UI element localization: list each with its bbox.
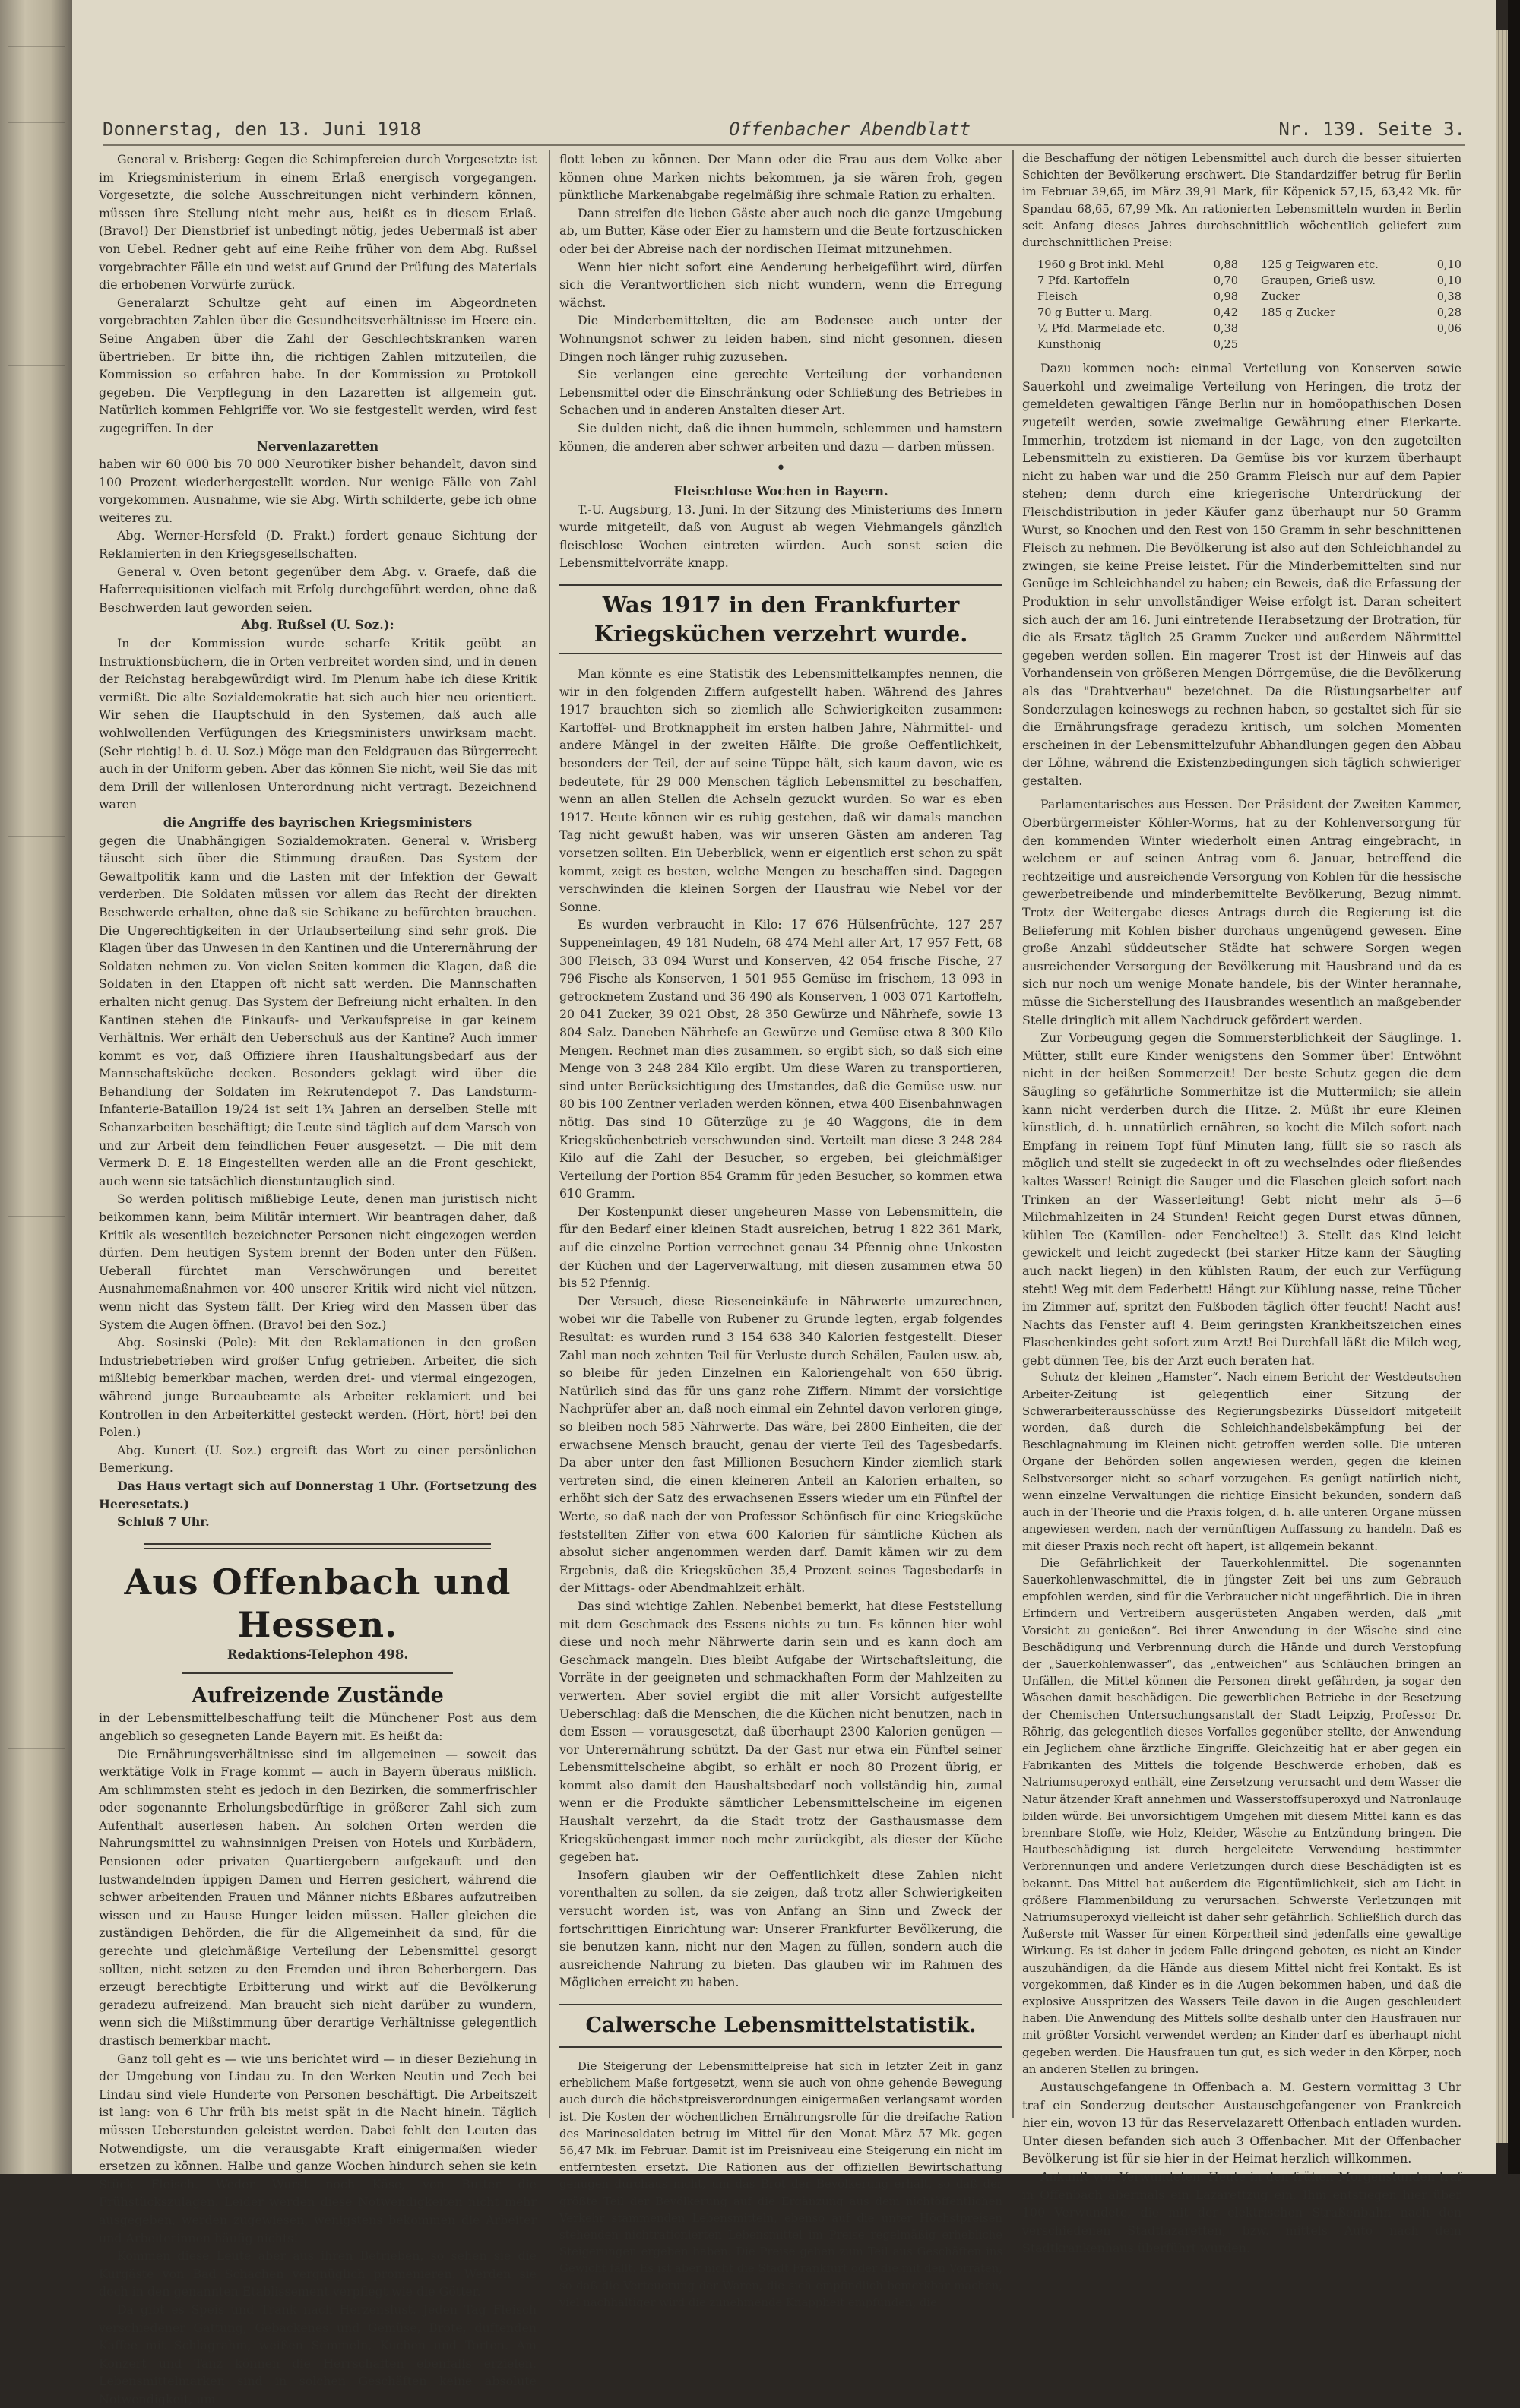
paragraph: Parlamentarisches aus Hessen. Der Präsident der Zweiten Kammer, Oberbürgermeister Köhler-Worms, hat zu der Kohlenversorgung für den kommenden Winter wiederholt einen Antrag eingebracht, in welchem er auf seinen Antrag vom 6. Januar, betreffend die rechtzeitige und ausreichende Versorgung von Kohlen für die hessische gewerbetreibende und minderbemittelte Bevölkerung, Bezug nimmt. Trotz der Weitergabe dieses Antrags durch die Regierung ist die Belieferung mit Kohlen bisher durchaus ungenügend gewesen. Eine große Anzahl süddeutscher Städte hat schwere Sorgen wegen ausreichender Versorgung der Bevölkerung mit Hausbrand und da es sich nur noch um wenige Monate handele, bis der Winter herannahe, müsse die Sicherstellung des Hausbrandes wesentlich an maßgebender Stelle dringlich mit allem Nachdruck gefördert werden. [1022, 797, 1461, 1027]
paragraph: Da gibt es Speis und Trank nach Herzenslust. Jeden Tag Fleisch verschiedener Gattung, Gebackenes und Gemüse, Brote, duftenden Kaffee mit Schlagrahm, weißen Semmeln, Kuchen und Torten. Am Konzert und Tanz können die Herrschaften ebenfalls erzielen. Lebensmittelmarken sind in solchen Geschäften keine absolute Notwendigkeit, um [99, 2302, 537, 2406]
table-row: 70 g Butter u. Marg. 0,42 [1037, 307, 1238, 320]
paragraph: gegen die Unabhängigen Sozialdemokraten. General v. Wrisberg täuscht sich über die Stimmung draußen. Das System der Gewaltpolitik kann und die Lasten mit der Infektion der Gewalt verderben. Die Soldaten müssen vor allem das Recht der direkten Beschwerde erhalten, ohne daß sie Schikane zu befürchten brauchen. Die Ungerechtigkeiten in der Urlaubserteilung sind sehr groß. Die Klagen über das Unwesen in den Kantinen und die Unterernährung der Soldaten nehmen zu. Von vielen Seiten kommen die Klagen, daß die Soldaten in den Etappen oft nicht satt werden. Die Mannschaften erhalten nicht genug. Das System der Befreiung nicht erhalten. In den Kantinen stehen die Einkaufs- und Verkaufspreise in gar keinem Verhältnis. Wer erhält den Ueberschuß aus der Kantine? Auch immer kommt es vor, daß Offiziere ihren Haushaltungsbedarf aus der Mannschaftsküche decken. Besonders geklagt wird über die Behandlung der Soldaten im Rekrutendepot 7. Das Landsturm-Infanterie-Bataillon 19/24 ist seit 1¾ Jahren an derselben Stelle mit Schanzarbeiten beschäftigt; die Leute sind täglich auf dem Marsch von und zur Arbeit dem feindlichen Feuer ausgesetzt. — Die mit dem Vermerk D. E. 18 Eingestellten werden alle an die Front geschickt, auch wenn sie tatsächlich dienstuntauglich sind. [99, 833, 537, 1188]
paragraph: Abg. Werner-Hersfeld (D. Frakt.) fordert genaue Sichtung der Reklamierten in den Kriegsgesellschaften. [99, 528, 537, 562]
paragraph: Das sind wichtige Zahlen. Nebenbei bemerkt, hat diese Feststellung mit dem Geschmack des Essens nichts zu tun. Es können hier wohl diese und noch mehr Nährwerte darin sein und es kann doch am Geschmack mangeln. Dies bleibt Aufgabe der Wirtschaftsleitung, die Vorräte in der geeigneten und schmackhaften Form der Mahlzeiten zu verwerten. Aber soviel ergibt die mit aller Vorsicht aufgestellte Ueberschlag: daß die Menschen, die die Küchen nicht benutzen, nach in dem Essen — vorausgesetzt, daß überhaupt 2300 Kalorien genügen — vor Unterernährung schützt. Da der Gast nur etwa ein Fünftel seiner Lebensmittelscheine abgibt, so erhält er noch 80 Prozent übrig, er kommt also damit den Haushaltsbedarf noch vollständig hin, zumal wenn er die Produkte sämtlicher Lebensmittelscheine im eigenen Haushalt verzehrt, da die Stadt trotz der Gasthausmasse dem Kriegsküchengast immer noch mehr zurückgibt, als dieser der Küche gegeben hat. [559, 1598, 1002, 1865]
scan-border [1508, 0, 1520, 2174]
paragraph: die Beschaffung der nötigen Lebensmittel auch durch die besser situierten Schichten der Bevölkerung erschwert. Die Standardziffer betrug für Berlin im Februar 39,65, im März 39,91 Mark, für Köpenick 57,15, 63,42 Mk. für Spandau 68,65, 67,99 Mk. An rationierten Lebensmitteln wurden in Berlin seit Anfang dieses Jahres durchschnittlich wöchentlich geliefert zum durchschnittlichen Preise: [1022, 152, 1461, 250]
paragraph: In der Kommission wurde scharfe Kritik geübt an Instruktionsbüchern, die in Orten verbreitet worden sind, und in denen der Reichstag herabgewürdigt wird. Im Plenum habe ich diese Kritik vermißt. Die alte Sozialdemokratie hat sich auch hier neu orientiert. Wir sehen die Hauptschuld in den Systemen, daß auch alle wohlwollenden Verfügungen des Kriegsministers unwirksam macht. (Sehr richtig! b. d. U. Soz.) Möge man den Feldgrauen das Bürgerrecht auch in der Uniform geben. Aber das können Sie nicht, weil Sie das mit dem Drill der willenlosen Unterordnung nicht vertragt. Bezeichnend waren [99, 636, 537, 812]
table-row: Zucker 0,38 [1261, 291, 1461, 304]
paragraph: Wenn hier nicht sofort eine Aenderung herbeigeführt wird, dürfen sich die Verantwortlichen sich nicht wundern, wenn die Erregung wächst. [559, 259, 1002, 310]
table-row: 125 g Teigwaren etc. 0,10 [1261, 259, 1461, 272]
paragraph: Die Minderbemittelten, die am Bodensee auch unter der Wohnungsnot schwer zu leiden haben, sind nicht gesonnen, diesen Dingen noch länger ruhig zuzusehen. [559, 313, 1002, 364]
section-title: Aus Offenbach und Hessen. [124, 1561, 511, 1645]
page-header [103, 114, 1465, 146]
paragraph: flott leben zu können. Der Mann oder die Frau aus dem Volke aber können ohne Marken nichts bekommen, ja sie wären froh, gegen pünktliche Markenabgabe regelmäßig ihre schmale Ration zu erhalten. [559, 152, 1002, 203]
paragraph: Generalarzt Schultze geht auf einen im Abgeordneten vorgebrachten Zahlen über die Gesundheitsverhältnisse im Heere ein. Seine Angaben über die Zahl der Geschlechtskranken waren übertrieben. Er bitte ihn, die richtigen Zahlen mitzuteilen, die Kommission so erfahren habe. In der Kommission zu Protokoll gegeben. Die Verpflegung in den Lazaretten ist allgemein gut. Natürlich kommen Fehlgriffe vor. Wo sie festgestellt werden, wird fest zugegriffen. In der [99, 295, 537, 435]
paragraph: General v. Brisberg: Gegen die Schimpfereien durch Vorgesetzte ist im Kriegsministerium in einem Erlaß energisch vorgegangen. Vorgesetzte, die solche Ausschreitungen nicht verhindern können, müssen ihre Stellung nicht mehr aus, heißt es in diesem Erlaß. (Bravo!) Der Dienstbrief ist unbedingt nötig, jedes Uebermaß ist aber von Uebel. Redner geht auf eine Reihe früher von dem Abg. Rußsel vorgebrachter Fälle ein und weist auf Grund der Prüfung des Materials die erhobenen Vorwürfe zurück. [99, 152, 537, 293]
paragraph: haben wir 60 000 bis 70 000 Neurotiker bisher behandelt, davon sind 100 Prozent wiederhergestellt worden. Nur wenige Fälle von Zahl vorgekommen. Ausnahme, wie sie Abg. Wirth schilderte, gebe ich ohne weiteres zu. [99, 457, 537, 525]
table-row: 1960 g Brot inkl. Mehl 0,88 [1037, 259, 1238, 272]
bullet-separator: • [776, 459, 786, 479]
column-2 [559, 150, 1002, 2309]
paragraph: Die Steigerung der Lebensmittelpreise hat sich in letzter Zeit in ganz erheblichem Maße fortgesetzt, wenn sie auch von ohne gehende Bewegung auch durch die höchstpreisverordnungen einigermaßen verlangsamt worden ist. Die Kosten der wöchentlichen Ernährungsrolle für die dreifache Ration des Marinesoldaten betrug im Mittel für den Monat März 57 Mk. gegen 56,47 Mk. im Februar. Damit ist im Preisniveau eine Steigerung ein nicht im entferntesten ersetzt. Die Rationen aus der offiziellen Bewirtschaftung genügen durchaus nicht, um das Brot der Bevölkerung erhält, so daß der größte Teil der Bevölkerung auf die Ergänzung aus dem nichtöffentlichen Verkehr stammenden Lebensmitteln, ebenso auf die unter Höchstpreisen stehenden nichtrationierten Lebensmittel im Preise regelmäßig erhebliche Steigerungen ergeben haben. Die Preise gehen zum Teil aus Geschäften ins Gewicht fällt. Es ist aber nicht die Stadt Frankfurt oder die mit den Vorräten, so daß die Verteuerung der Waren, die sich empfindlich bemerkbar machen, viel nachhaltiger wird die zunehmende Knappheit empfunden, die [559, 2060, 1002, 2309]
paragraph: Sie verlangen eine gerechte Verteilung der vorhandenen Lebensmittel oder die Einschränkung oder Schließung des Betriebes in Schachen und in anderen Anstalten dieser Art. [559, 367, 1002, 418]
column-rule [549, 150, 550, 2118]
header-masthead: Offenbacher Abendblatt [729, 119, 971, 140]
header-page-number: Nr. 139. Seite 3. [1278, 119, 1465, 140]
paragraph: Die Ernährungsverhältnisse sind im allgemeinen — soweit das werktätige Volk in Frage kommt — auch in Bayern überaus mißlich. Am schlimmsten steht es jedoch in den Bezirken, die sommerfrischler oder sogenannte Erholungsbedürftige in größerer Zahl sich zum Aufenthalt auserlesen haben. An solchen Orten werden die Nahrungsmittel zu wahnsinnigen Preisen von Hotels und Kurbädern, Pensionen oder privaten Quartiergebern aufgekauft und den lustwandelnden üppigen Damen und Herren gesichert, während die schwer arbeitenden Frauen und Männer nichts Eßbares aufzutreiben wissen und zu Hause Hunger leiden müssen. Haller gleichen die zuständigen Behörden, die für die Allgemeinheit da sind, für die gerechte und gleichmäßige Verteilung der Lebensmittel gesorgt sollten, nicht setzen zu den Fremden und ihren Beherbergern. Das erzeugt berechtigte Erbitterung und wirkt auf die Bevölkerung geradezu aufreizend. Man braucht sich nicht darüber zu wundern, wenn sich die Mißstimmung über derartige Verhältnisse gelegentlich drastisch bemerkbar macht. [99, 1746, 537, 2048]
header-date: Donnerstag, den 13. Juni 1918 [103, 119, 422, 140]
subheading: Nervenlazaretten [256, 438, 379, 454]
column-rule [1012, 150, 1014, 2118]
paragraph: Zur Vorbeugung gegen die Sommersterblichkeit der Säuglinge. 1. Mütter, stillt eure Kinder wenigstens den Sommer über! Entwöhnt nicht in der heißen Sommerzeit! Der beste Schutz gegen die dem Säugling so gefährliche Sommerhitze ist die Muttermilch; sie allein kann nicht verderben durch die Hitze. 2. Müßt ihr eure Kleinen künstlich, d. h. unnatürlich ernähren, so kocht die Milch sofort nach Empfang in reinem Topf fünf Minuten lang, füllt sie so rasch als möglich und stellt sie zugedeckt in oft zu wechselndes oder fließendes kaltes Wasser! Reinigt die Sauger und die Flaschen gleich sofort nach Trinken an der Wasserleitung! Gebt nicht mehr als 5—6 Milchmahlzeiten in 24 Stunden! Reicht gegen Durst etwas dünnen, kühlen Tee (Kamillen- oder Fencheltee!) 3. Stellt das Kind leicht gewickelt und leicht zugedeckt (bei starker Hitze kann der Säugling auch nackt liegen) in den kühlsten Raum, der euch zur Verfügung steht! Weg mit dem Federbett! Hängt zur Kühlung nasse, reine Tücher im Zimmer auf, spritzt den Fußboden täglich öfter feucht! Nacht aus! Nachts das Fenster auf! 4. Beim geringsten Krankheitszeichen eines Flaschenkindes geht sofort zum Arzt! Bei Durchfall läßt die Milch weg, gebt dünnen Tee, bis der Arzt euch beraten hat. [1022, 1030, 1461, 1368]
paragraph: Dazu kommen noch: einmal Verteilung von Konserven sowie Sauerkohl und zweimalige Verteilung von Heringen, die trotz der gemeldeten gewaltigen Fänge Berlin nur in homöopathischen Dosen zugeteilt werden, sowie zweimalige Gewährung einer Eierkarte. Immerhin, trotzdem ist niemand in der Lage, von den zugeteilten Lebensmitteln zu existieren. Da Gemüse bis vor kurzem überhaupt nicht zu haben war und die 250 Gramm Fleisch nur auf dem Papier stehen; denn durch eine kriegerische Unterdrückung der Fleischdistribution in jeder Käufer ganz überhaupt nur 50 Gramm Wurst, so Knochen und den Rest von 150 Gramm in sehr beschnittenen Fleisch zu nehmen. Die Bevölkerung ist also auf den Schleichhandel zu zwingen, sie keine Preise leistet. Für die Minderbemittelten sind nur Genüge im Schleichhandel zu haben; ein Beweis, daß die Erfassung der Produktion in sehr unvollständiger Weise erfolgt ist. Daran scheitert sich auch der am 16. Juni eintretende Herabsetzung der Brotration, für die als Ersatz täglich 25 Gramm Zucker und außerdem Nährmittel gegeben werden sollen. Ein magerer Trost ist der Hinweis auf das Vorhandensein von größeren Mengen Dörrgemüse, die die Bevölkerung als das "Drahtverhau" bezeichnet. Da die Rüstungsarbeiter auf Sonderzulagen keineswegs zu rechnen haben, so gestaltet sich für sie die Ernährungsfrage geradezu kritisch, um solchen Momenten erscheinen in der Lebensmittelzufuhr Abhandlungen gegen den Abbau der Löhne, während die Existenzbedingungen sich täglich schwieriger gestalten. [1022, 361, 1461, 788]
paragraph: Ganz toll geht es — wie uns berichtet wird — in dieser Beziehung in der Umgebung von Lindau zu. In den Werken Neutin und Zech bei Lindau sind viele Hunderte von Personen beschäftigt. Die Arbeitszeit ist lang: von 6 Uhr früh bis meist spät in die Nacht hinein. Täglich müssen Ueberstunden geleistet werden. Dabei fehlt den Leuten das Notwendigste, um die verausgabte Kraft einigermaßen wieder ersetzen zu können. Halbe und ganze Wochen hindurch sehen sie kein Stück Fleisch. Weder Wurst noch Käse, von Butter die Frühstückszulagen. Leider werden diese Notwendigkeiten nicht mehr ausgegeben, werden zugewiesen, wenigstens bekommen die Arbeiter und Arbeiterinnen häufig nichts! [99, 2051, 537, 2245]
paragraph: Es wurden verbraucht in Kilo: 17 676 Hülsenfrüchte, 127 257 Suppeneinlagen, 49 181 Nudeln, 68 474 Mehl aller Art, 17 957 Fett, 68 300 Fleisch, 33 094 Wurst und Konserven, 42 054 frische Fische, 27 796 Fische als Konserven, 1 501 955 Gemüse im frischem, 13 093 in getrocknetem Zustand und 36 490 als Konserven, 1 003 071 Kartoffeln, 20 041 Zucker, 39 021 Obst, 28 350 Gewürze und Nährhefe, sowie 13 804 Salz. Daneben Nährhefe an Gewürze und Gemüse etwa 8 300 Kilo Mengen. Rechnet man dies zusammen, so ergibt sich, so daß sich eine Menge von 3 248 284 Kilo ergibt. Um diese Waren zu transportieren, sind unter Berücksichtigung des Umstandes, daß die Gemüse usw. nur 80 bis 100 Zentner verladen werden können, etwa 400 Eisenbahnwagen nötig. Das sind 10 Güterzüge zu je 40 Waggons, die in dem Kriegsküchenbetrieb verschwunden sind. Verteilt man diese 3 248 284 Kilo auf die Zahl der Besucher, so ergeben, bei gleichmäßiger Verteilung der Portion 854 Gramm für jeden Besucher, so kommen etwa 610 Gramm. [559, 917, 1002, 1201]
table-row: ½ Pfd. Marmelade etc. 0,38 [1037, 323, 1238, 336]
paragraph: Insofern glauben wir der Oeffentlichkeit diese Zahlen nicht vorenthalten zu sollen, da sie zeigen, daß trotz aller Schwierigkeiten versucht worden ist, was von Anfang an Sinn und Zweck der fortschrittigen Einrichtung war: Unserer Frankfurter Bevölkerung, die sie benutzen kann, nicht nur den Magen zu füllen, sondern auch die ausreichende Nahrung zu bieten. Das glauben wir im Rahmen des Möglichen erreicht zu haben. [559, 1867, 1002, 1990]
paragraph: Der Versuch, diese Rieseneinkäufe in Nährwerte umzurechnen, wobei wir die Tabelle von Rubener zu Grunde legten, ergab folgendes Resultat: es wurden rund 3 154 638 340 Kalorien festgestellt. Dieser Zahl man noch zehnten Teil für Verluste durch Schälen, Faulen usw. ab, so bleibe für jeden Einzelnen ein Kaloriengehalt von 650 übrig. Natürlich sind das für uns ganz rohe Ziffern. Nimmt der vorsichtige Nachprüfer aber an, daß noch einmal ein Zehntel davon verloren ginge, so bleiben noch 585 Nährwerte. Das wäre, bei 2800 Einheiten, die der erwachsene Mensch braucht, genau der vierte Teil des Tagesbedarfs. Da aber unter den fast Millionen Besuchern Kinder ziemlich stark vertreten sind, die einen kleineren Anteil an Kalorien erhalten, so erhöht sich der Satz des erwachsenen Essers wieder um ein Fünftel der Werte, so daß nach der von Professor Schönfisch für eine Kriegsküche feststellten Ziffer von etwa 600 Kalorien für sämtliche Küchen als absolut sicher angenommen werden darf. Damit kämen wir zu dem Ergebnis, daß die Kriegsküchen 35,4 Prozent seines Tagesbedarfs in der Mittags- oder Abendmahlzeit erhält. [559, 1293, 1002, 1596]
paragraph: Kommen diese Leute aber aus ihren Betrieben, so sehen sie die Kurgäste von Bad Schachen vergnüglich promenieren. Werden sie doch in den genannten Etablissement verpflegt wie die Götter. [99, 2248, 537, 2299]
paragraph: Ankunft von Verwundeten. Heute in den frühen Morgenstunden traf in Offenbach abermals ein Lazarettzug ein. Ihm entstiegen hier über 100 Verwundete, die mit der elektrischen Straßenbahn nach den verschiedenen Stadtlazaretten, bzw. mittels Auto nach dem Stadtkrankenhaus überführt wurden. [1022, 2169, 1461, 2256]
price-table [1037, 258, 1461, 353]
article-headline-box [559, 2004, 1002, 2048]
paragraph: Schutz der kleinen „Hamster“. Nach einem Bericht der Westdeutschen Arbeiter-Zeitung ist gelegentlich einer Sitzung der Schwerarbeiterausschüsse des Regierungsbezirks Düsseldorf mitgeteilt worden, daß durch die Schleichhandelsbekämpfung bei der Beschlagnahmung im Kleinen nicht getroffen werden solle. Die unteren Organe der Behörden sollen angewiesen werden, gegen die kleinen Selbstversorger nicht so scharf vorzugehen. Es genügt natürlich nicht, wenn einzelne Verwaltungen die richtige Einsicht bekunden, sondern daß auch in der Theorie und die Praxis folgen, d. h. alle unteren Organe müssen angewiesen werden, nach der vernünftigen Auffassung zu handeln. Daß es mit dieser Praxis noch recht oft hapert, ist allgemein bekannt. [1022, 1371, 1461, 1553]
paragraph: Der Kostenpunkt dieser ungeheuren Masse von Lebensmitteln, die für den Bedarf einer kleinen Stadt ausreichen, betrug 1 822 361 Mark, auf die einzelne Portion verrechnet genau 34 Pfennig ohne Unkosten der Küchen und der Lagerverwaltung, mit diesen zusammen etwa 50 bis 52 Pfennig. [559, 1204, 1002, 1291]
paragraph: Abg. Sosinski (Pole): Mit den Reklamationen in den großen Industriebetrieben wird großer Unfug getrieben. Arbeiter, die sich mißliebig bemerkbar machen, werden drei- und viermal eingezogen, während junge Bureaubeamte als Arbeiter reklamiert und bei Kontrollen in den Arbeiterkittel gesteckt werden. (Hört, hört! bei den Polen.) [99, 1335, 537, 1440]
paragraph: Das Haus vertagt sich auf Donnerstag 1 Uhr. (Fortsetzung des Heeresetats.) [99, 1478, 537, 1511]
paragraph: Austauschgefangene in Offenbach a. M. Gestern vormittag 3 Uhr traf ein Sonderzug deutscher Austauschgefangener von Frankreich hier ein, wovon 13 für das Reservelazarett Offenbach entladen wurden. Unter diesen befanden sich auch 3 Offenbacher. Mit der Offenbacher Bevölkerung ist für sie hier in der Heimat herzlich willkommen. [1022, 2080, 1461, 2166]
article-title: Aufreizende Zustände [192, 1684, 444, 1708]
table-row: 7 Pfd. Kartoffeln 0,70 [1037, 275, 1238, 288]
price-table-right [1261, 258, 1461, 353]
telephone-line: Redaktions-Telephon 498. [226, 1647, 409, 1662]
table-row: Graupen, Grieß usw. 0,10 [1261, 275, 1461, 288]
column-1 [99, 150, 537, 2406]
subheading: die Angriffe des bayrischen Kriegsministers [163, 815, 473, 830]
book-binding [0, 0, 72, 2174]
article-title: Was 1917 in den Frankfurter Kriegsküchen verzehrt wurde. [594, 592, 968, 647]
paragraph: Abg. Kunert (U. Soz.) ergreift das Wort zu einer persönlichen Bemerkung. [99, 1442, 537, 1476]
divider [182, 1672, 453, 1674]
paragraph: in der Lebensmittelbeschaffung teilt die Münchener Post aus dem angeblich so gesegneten Lande Bayern mit. Es heißt da: [99, 1710, 537, 1743]
paragraph: Die Gefährlichkeit der Tauerkohlenmittel. Die sogenannten Sauerkohlenwaschmittel, die in jüngster Zeit bei uns zum Gebrauch empfohlen werden, sind für die Verbraucher nicht ungefährlich. Die in ihren Erfindern und Vertreibern ausgerüsteten Angaben werden, daß „mit Vorsicht zu genießen“. Bei ihrer Anwendung in der Wäsche sind eine Beschädigung und Verbrennung durch die Hände und durch Verstopfung der „Sauerkohlenwasser“, das „entweichen“ aus Schläuchen bringen an Unfällen, die Mittel können die Personen direkt gefährden, ja sogar den Wäschen damit beschädigen. Die gewerblichen Betriebe in der Besetzung der Chemischen Untersuchungsanstalt der Stadt Leipzig, Professor Dr. Röhrig, das gelegentlich dieses Vorfalles gegenüber stellte, der Anwendung ein Jeglichem ohne ärztliche Eingriffe. Gleichzeitig hat er aber gegen ein Fabrikanten des Mittels die folgende Beschwerde erhoben, daß es Natriumsuperoxyd enthält, eine Zersetzung verursacht und dem Wasser die Natur ätzender Kraft annehmen und Wasserstoffsuperoxyd und Natronlauge bilden würde. Bei unvorsichtigem Umgehen mit diesem Mittel kann es das brennbare Stoffe, wie Holz, Kleider, Wäsche zu Entzündung bringen. Die Hautbeschädigung ist durch hergeleitete Verwendung bestimmter Verbrennungen und andere Verletzungen durch diese Beschädigten ist es bekannt. Das Mittel hat außerdem die Eigentümlichkeit, sich am Licht in größere Flammenbildung zu verursachen. Schwerste Verletzungen mit Natriumsuperoxyd vielleicht ist daher sehr gefährlich. Schließlich durch das Äußerste mit Wasser für einen Körpertheil sind jedenfalls eine gewaltige Wirkung. Es ist daher in jedem Falle dringend geboten, es nicht an Kinder auszuhändigen, da die Hände aus diesem Mittel nicht frei Kontakt. Es ist vorgekommen, daß Kinder es in die Augen bekommen haben, und daß die explosive Ausspritzen des Wassers Teile davon in die Augen geschleudert haben. Die Anwendung des Mittels sollte deshalb unter den Hausfrauen nur mit größter Vorsicht verwendet werden; an Kinder darf es überhaupt nicht gegeben werden. Die Hausfrauen tun gut, es sich weder in den Körper, noch an anderen Stellen zu bringen. [1022, 1556, 1461, 2076]
paragraph: Dann streifen die lieben Gäste aber auch noch die ganze Umgebung ab, um Butter, Käse oder Eier zu hamstern und die Beute fortzuschicken oder bei der Abreise nach der nordischen Heimat mitzunehmen. [559, 205, 1002, 256]
section-divider [144, 1543, 491, 1549]
paragraph: Man könnte es eine Statistik des Lebensmittelkampfes nennen, die wir in den folgenden Ziffern aufgestellt haben. Während des Jahres 1917 brauchten sich so ziemlich alle Schwierigkeiten zusammen: Kartoffel- und Brotknappheit im ersten halben Jahre, Nährmittel- und andere Mängel in der zweiten Hälfte. Die große Oeffentlichkeit, besonders der Teil, der auf seine Tüppe hält, sich kaum davon, wie es bedeutete, für 29 000 Menschen täglich Lebensmittel zu beschaffen, wenn an allen Stellen die Achseln gezuckt wurden. So war es eben 1917. Heute können wir es ruhig gestehen, daß wir damals manchen Tag nicht gewußt haben, was wir unseren Gästen am anderen Tag vorsetzen sollten. Ein Ueberblick, wenn er eigentlich erst schon zu spät kommt, zeigt es besten, welche Mengen zu beschaffen sind. Dagegen verschwinden die kleinen Sorgen der Hausfrau wie Nebel vor der Sonne. [559, 666, 1002, 914]
newspaper-page [72, 0, 1496, 2406]
table-row: 0,06 [1436, 323, 1461, 336]
table-row: Kunsthonig 0,25 [1037, 339, 1238, 352]
column-3 [1022, 150, 1461, 2256]
price-table-left [1037, 258, 1238, 353]
article-headline-box [559, 584, 1002, 654]
speaker-heading: Abg. Rußsel (U. Soz.): [241, 618, 394, 633]
paragraph: General v. Oven betont gegenüber dem Abg. v. Graefe, daß die Haferrequisitionen vielfach mit Erfolg durchgeführt werden, ohne daß Beschwerden laut geworden seien. [99, 564, 537, 615]
table-row: Fleisch 0,98 [1037, 291, 1238, 304]
table-row: 185 g Zucker 0,28 [1261, 307, 1461, 320]
paragraph: Sie dulden nicht, daß die ihnen hummeln, schlemmen und hamstern können, die anderen aber schwer arbeiten und dazu — darben müssen. [559, 420, 1002, 454]
paragraph: So werden politisch mißliebige Leute, denen man juristisch nicht beikommen kann, beim Militär interniert. Wir beantragen daher, daß Kritik als wesentlich bezeichneter Personen nicht eingezogen werden dürfen. Dem heutigen System brennt der Boden unter den Füßen. Ueberall fürchtet man Verschwörungen und bereitet Ausnahmemaßnahmen vor. 400 unserer Kritik wird nicht viel nützen, wenn nicht das System fällt. Der Krieg wird den Massen über das System die Augen öffnen. (Bravo! bei den Soz.) [99, 1191, 537, 1332]
closing-note: Schluß 7 Uhr. [117, 1514, 210, 1530]
article-title: Calwersche Lebensmittelstatistik. [585, 2014, 977, 2037]
subheading: Fleischlose Wochen in Bayern. [673, 484, 888, 499]
paragraph: T.-U. Augsburg, 13. Juni. In der Sitzung des Ministeriums des Innern wurde mitgeteilt, daß von August ab wegen Viehmangels gänzlich fleischlose Wochen eintreten würden. Auch sonst seien die Lebensmittelvorräte knapp. [559, 502, 1002, 571]
